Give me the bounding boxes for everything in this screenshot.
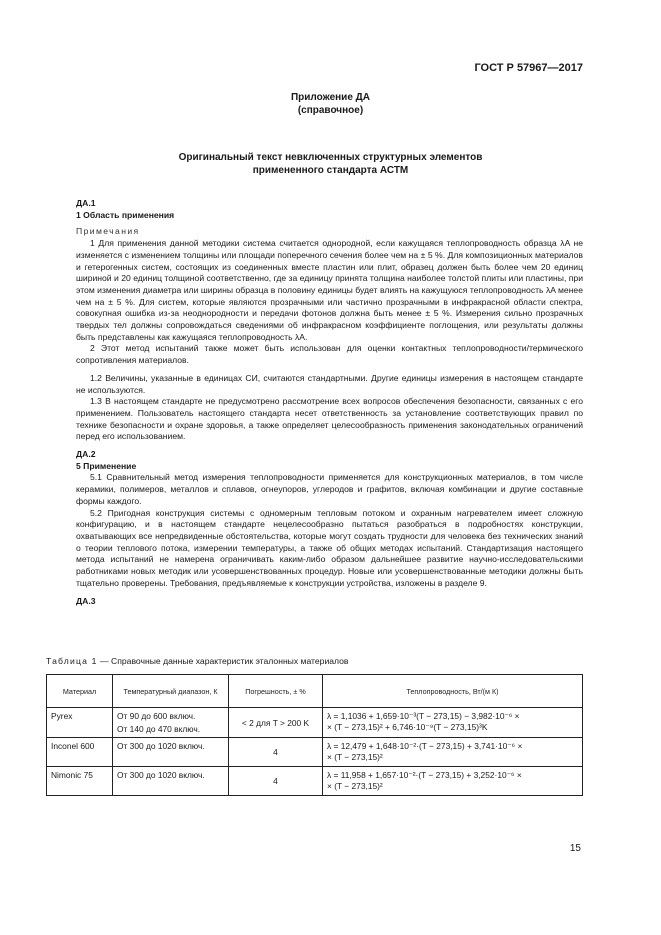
clause-1-2: 1.2 Величины, указанные в единицах СИ, считаются стандартными. Другие единицы измерения в настоящем стандарте не используются. [76, 372, 583, 395]
range-cell [113, 708, 229, 738]
da2-label: ДА.2 [76, 449, 96, 460]
formula-line: λ = 11,958 + 1,657·10⁻²·(T − 273,15) + 3,252·10⁻⁶ × [327, 770, 522, 780]
formula-cell [323, 708, 583, 738]
range-cell: От 300 до 1020 включ. [113, 767, 229, 796]
formula-line: × (T − 273,15)² + 6,746·10⁻⁹(T − 273,15)³K [327, 722, 488, 732]
section-title-line1: Оригинальный текст невключенных структурных элементов [178, 152, 483, 163]
clause-5-1: 5.1 Сравнительный метод измерения теплопроводности применяется для конструкционных материалов, в том числе керамики, полимеров, металлов и сплавов, огнеупоров, углеродов и графитов, включая комбинации и другие составные формы каждого. [76, 472, 583, 506]
formula-cell [323, 738, 583, 767]
col-error: Погрешность, ± % [229, 675, 323, 708]
range-line: От 140 до 470 включ. [117, 724, 201, 734]
note-2: 2 Этот метод испытаний также может быть использован для оценки контактных теплопроводности/термического сопротивления материалов. [76, 343, 583, 366]
clause-5-2: 5.2 Пригодная конструкция системы с одномерным тепловым потоком и охранным нагревателем имеет сложную конфигурацию, и в настоящем стандарте нецелесообразно пытаться разобраться в подробностях конструкции, охватывающих все непредвиденные обстоятельства, которые могут создать трудности для человека без технических знаний о теории теплового потока, измерении температуры, а также об общих методах испытаний. Стандартизация настоящего метода испытаний не намерена ограничивать каким-либо образом дальнейшее развитие научно-исследовательскими работниками новых методик или усовершенствованных процедур. Новые или усовершенствованные методики должны быть тщательно проверены. Требования, предъявляемые к конструкции устройства, изложены в разделе 9. [76, 507, 583, 588]
da2-heading: 5 Применение [76, 460, 137, 471]
error-cell: 4 [229, 738, 323, 767]
da3-label: ДА.3 [76, 595, 96, 606]
range-line: От 90 до 600 включ. [117, 711, 196, 721]
da1-heading: 1 Область применения [76, 209, 175, 220]
material-cell: Inconel 600 [47, 738, 113, 767]
table-row [47, 738, 583, 767]
error-cell: < 2 для T > 200 K [229, 708, 323, 738]
table-row [47, 708, 583, 738]
material-cell: Nimonic 75 [47, 767, 113, 796]
table-caption-text: — Справочные данные характеристик эталонных материалов [97, 656, 349, 666]
appendix-subtitle: (справочное) [297, 105, 364, 116]
error-cell: 4 [229, 767, 323, 796]
document-body [76, 198, 583, 607]
appendix-title: Приложение ДА [290, 92, 371, 103]
formula-line: × (T − 273,15)² [327, 752, 383, 762]
note-1: 1 Для применения данной методики система считается однородной, если кажущаяся теплопроводность образца λA не изменяется с изменением толщины или площади поперечного сечения более чем на ± 5 %. Для композиционных материалов и гетерогенных систем, состоящих из соединенных вместе пластин или плит, образец должен быть более чем 20 единиц шириной и 20 единиц толщиной соответственно, где за единицу принята толщина наиболее толстой плиты или пластины, при этом изменения диаметра или ширины образца в половину единицы будет влиять на кажущуюся теплопроводность λA менее чем на ± 5 %. Для систем, которые являются прозрачными или частично прозрачными в инфракрасной области спектра, совокупная ошибка из-за неоднородности и передачи фотонов должна быть менее ± 5 %. Измерения сильно прозрачных твердых тел должны сопровождаться сведениями об инфракрасном коэффициенте поглощения, или результаты должны быть представлены как кажущаяся теплопроводность λA. [76, 238, 583, 342]
range-cell: От 300 до 1020 включ. [113, 738, 229, 767]
col-range: Температурный диапазон, К [113, 675, 229, 708]
material-cell: Pyrex [47, 708, 113, 738]
notes-label: Примечания [76, 226, 140, 237]
clause-1-3: 1.3 В настоящем стандарте не предусмотрено рассмотрение всех вопросов обеспечения безопасности, связанных с его применением. Пользователь настоящего стандарта несет ответственность за установление соответствующих правил по технике безопасности и охране здоровья, а также определяет целесообразность применения законодательных ограничений перед его использованием. [76, 396, 583, 442]
table-row [47, 767, 583, 796]
da1-label: ДА.1 [76, 198, 96, 208]
reference-materials-table [46, 674, 583, 796]
standard-designation: ГОСТ Р 57967—2017 [474, 62, 583, 74]
formula-cell [323, 767, 583, 796]
page-number: 15 [569, 843, 581, 854]
section-title-line2: примененного стандарта АСТМ [252, 165, 409, 176]
col-conductivity: Теплопроводность, Вт/(м К) [323, 675, 583, 708]
formula-line: λ = 1,1036 + 1,659·10⁻³(T − 273,15) − 3,982·10⁻⁶ × [327, 711, 520, 721]
formula-line: × (T − 273,15)² [327, 781, 383, 791]
col-material: Материал [47, 675, 113, 708]
table-caption [46, 656, 348, 666]
table-caption-prefix: Таблица 1 [46, 656, 98, 666]
table-header-row [47, 675, 583, 708]
formula-line: λ = 12,479 + 1,648·10⁻²·(T − 273,15) + 3,741·10⁻⁶ × [327, 741, 523, 751]
